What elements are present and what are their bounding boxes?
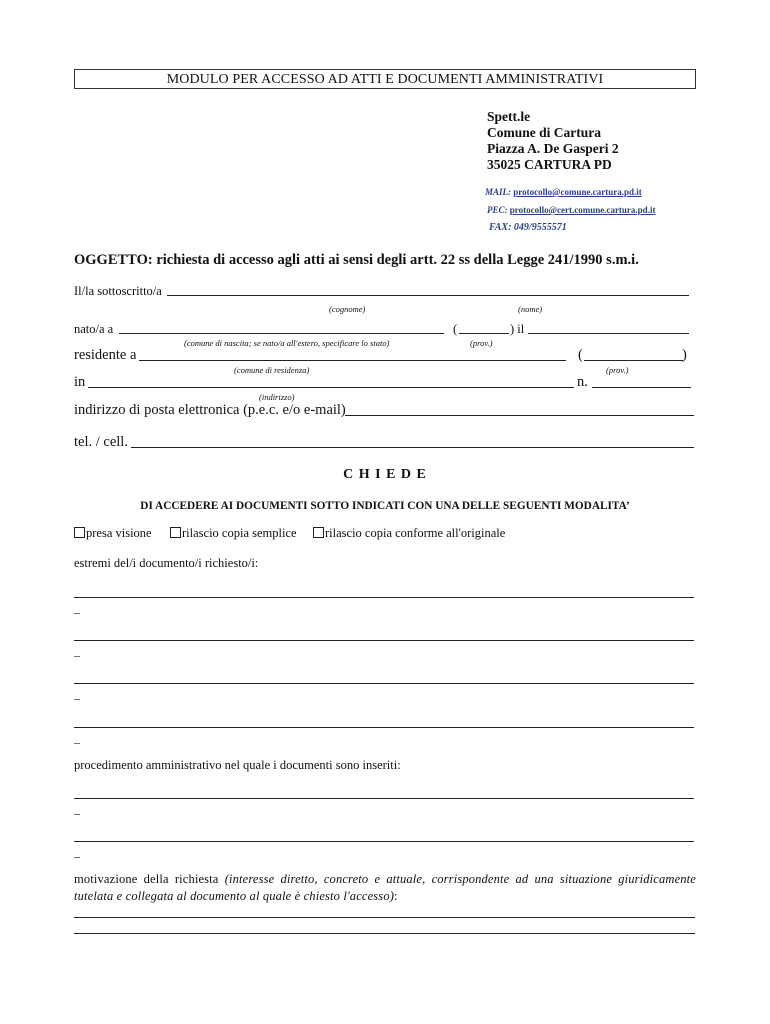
recipient-city: 35025 CARTURA PD [487, 157, 612, 172]
motivazione-text [74, 871, 696, 905]
res-prov-close: ) [682, 347, 687, 363]
res-prov-open: ( [578, 347, 583, 363]
residenza-hint: (comune di residenza) [234, 365, 310, 375]
motivazione-suffix: : [394, 889, 398, 903]
procedimento-dash-1: _ [74, 802, 80, 816]
estremi-dash-4: _ [74, 731, 80, 745]
subject-line: OGGETTO: richiesta di accesso agli atti ai sensi degli artt. 22 ss della Legge 241/1990 s.m.i. [74, 252, 639, 268]
option-copia-semplice[interactable] [170, 526, 297, 541]
estremi-line-4[interactable] [74, 727, 694, 728]
numero-label: n. [577, 374, 588, 390]
estremi-line-3[interactable] [74, 683, 694, 684]
fax-contact: FAX: 049/9555571 [489, 222, 567, 233]
estremi-line-1[interactable] [74, 597, 694, 598]
tel-field[interactable] [131, 447, 694, 448]
pec-label: PEC: [487, 205, 508, 215]
motivazione-line-1[interactable] [74, 917, 695, 918]
nome-hint: (nome) [518, 304, 543, 314]
email-field[interactable] [345, 415, 694, 416]
motivazione-line-2[interactable] [74, 933, 695, 934]
tel-label: tel. / cell. [74, 434, 128, 450]
indirizzo-field[interactable] [88, 387, 574, 388]
cognome-hint: (cognome) [329, 304, 366, 314]
checkbox-copia-semplice[interactable] [170, 527, 181, 538]
procedimento-dash-2: _ [74, 845, 80, 859]
mail-label: MAIL: [485, 187, 512, 197]
nascita-hint: (comune di nascita; se nato/a all'estero, specificare lo stato) [184, 338, 390, 348]
in-label: in [74, 374, 86, 390]
prov-hint-nascita: (prov.) [470, 338, 493, 348]
estremi-line-2[interactable] [74, 640, 694, 641]
chiede-heading: C H I E D E [343, 467, 427, 482]
email-label: indirizzo di posta elettronica (p.e.c. e/o e-mail) [74, 402, 346, 418]
pec-contact [487, 205, 655, 215]
procedimento-line-2[interactable] [74, 841, 694, 842]
luogo-nascita-field[interactable] [119, 333, 444, 334]
comune-residenza-field[interactable] [139, 360, 566, 361]
option-copia-semplice-label: rilascio copia semplice [182, 526, 297, 540]
estremi-dash-1: _ [74, 601, 80, 615]
indirizzo-hint: (indirizzo) [259, 392, 295, 402]
procedimento-line-1[interactable] [74, 798, 694, 799]
recipient-street: Piazza A. De Gasperi 2 [487, 141, 619, 156]
procedimento-label: procedimento amministrativo nel quale i documenti sono inseriti: [74, 758, 401, 772]
pec-link[interactable]: protocollo@cert.comune.cartura.pd.it [509, 205, 656, 215]
motivazione-prefix: motivazione della richiesta [74, 872, 219, 886]
recipient-salutation: Spett.le [487, 109, 531, 124]
form-title: MODULO PER ACCESSO AD ATTI E DOCUMENTI AMMINISTRATIVI [74, 69, 696, 89]
estremi-dash-2: _ [74, 644, 80, 658]
estremi-label: estremi del/i documento/i richiesto/i: [74, 556, 259, 570]
motivazione-italic: (interesse diretto, concreto e attuale, corrispondente ad una situazione giuridicamente tutelata e collegata al documento al quale è chiesto l'accesso) [74, 872, 697, 903]
sottoscritto-label: Il/la sottoscritto/a [74, 284, 162, 298]
data-nascita-field[interactable] [528, 333, 689, 334]
modalita-heading: DI ACCEDERE AI DOCUMENTI SOTTO INDICATI CON UNA DELLE SEGUENTI MODALITA’ [140, 500, 630, 512]
option-presa-visione[interactable] [74, 526, 152, 541]
mail-link[interactable]: protocollo@comune.cartura.pd.it [513, 187, 642, 197]
nato-label: nato/a a [74, 322, 114, 336]
option-presa-visione-label: presa visione [86, 526, 152, 540]
nato-prov-open: ( [453, 322, 458, 336]
checkbox-copia-conforme[interactable] [313, 527, 324, 538]
nato-prov-field[interactable] [459, 333, 509, 334]
res-prov-field[interactable] [584, 360, 683, 361]
sottoscritto-field[interactable] [167, 295, 689, 296]
checkbox-presa-visione[interactable] [74, 527, 85, 538]
mail-contact [485, 187, 642, 197]
numero-civico-field[interactable] [592, 387, 691, 388]
prov-hint-residenza: (prov.) [606, 365, 629, 375]
residente-label: residente a [74, 347, 137, 363]
estremi-dash-3: _ [74, 687, 80, 701]
option-copia-conforme[interactable] [313, 526, 505, 541]
recipient-name: Comune di Cartura [487, 125, 601, 140]
nato-il-label: ) il [510, 322, 525, 336]
option-copia-conforme-label: rilascio copia conforme all'originale [325, 526, 506, 540]
